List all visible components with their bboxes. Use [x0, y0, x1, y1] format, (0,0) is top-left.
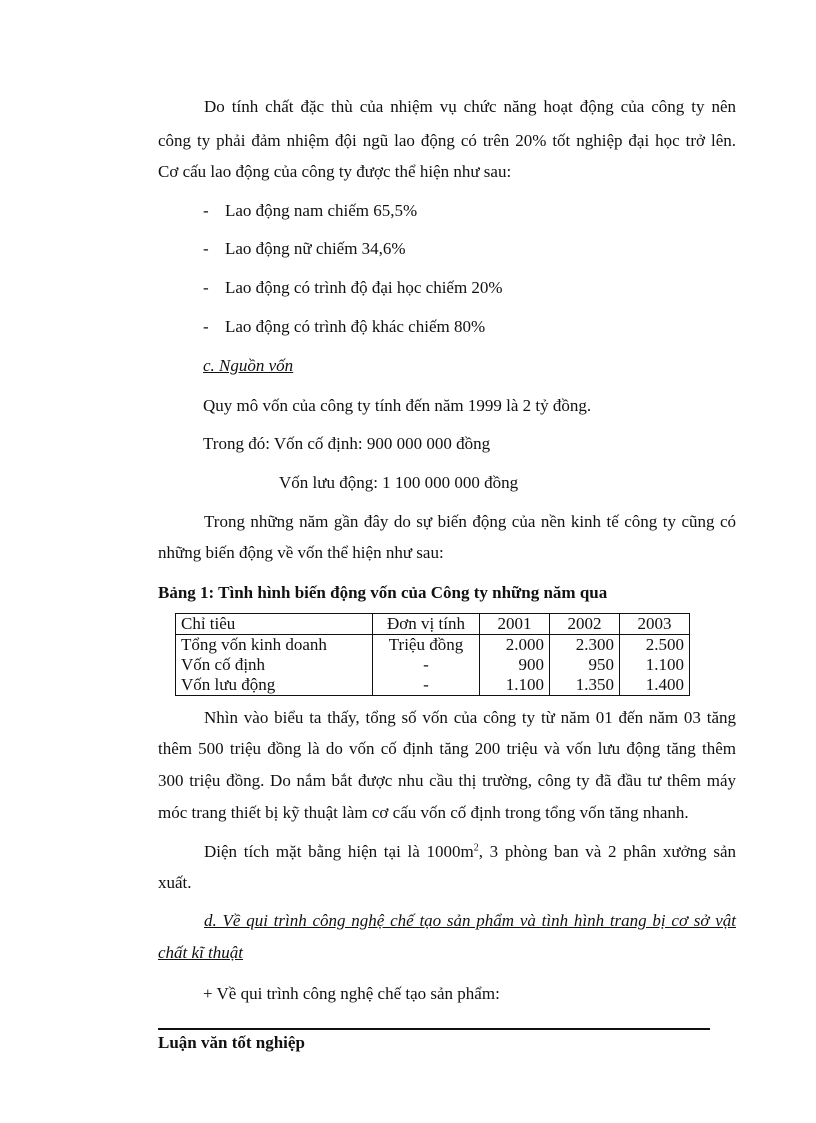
labor-item-female: - Lao động nữ chiếm 34,6% — [203, 239, 406, 258]
header-indicator: Chỉ tiêu — [176, 614, 373, 635]
row-unit: - — [373, 655, 480, 675]
intro-line-2: công ty phải đảm nhiệm đội ngũ lao động có trên 20% tốt nghiệp đại học trở lên. — [158, 131, 736, 150]
table-row — [176, 635, 690, 656]
analysis-line-1: Nhìn vào biểu ta thấy, tổng số vốn của công ty từ năm 01 đến năm 03 tăng — [204, 708, 736, 727]
row-unit: - — [373, 675, 480, 696]
header-year-2002: 2002 — [550, 614, 620, 635]
table-row — [176, 655, 690, 675]
row-unit: Triệu đồng — [373, 635, 480, 656]
row-value-2002: 950 — [550, 655, 620, 675]
row-value-2003: 2.500 — [620, 635, 690, 656]
row-value-2002: 2.300 — [550, 635, 620, 656]
analysis-line-2: thêm 500 triệu đồng là do vốn cố định tăng 200 triệu và vốn lưu động tăng thêm — [158, 739, 736, 758]
area-line-1: Diện tích mặt bằng hiện tại là $1000m^2$, 3 phòng ban và 2 phân xưởng sản — [204, 842, 736, 861]
row-value-2003: 1.400 — [620, 675, 690, 696]
fixed-capital-text: Trong đó: Vốn cố định: 900 000 000 đồng — [203, 434, 491, 453]
row-value-2002: 1.350 — [550, 675, 620, 696]
capital-scale-text: Quy mô vốn của công ty tính đến năm 1999 là 2 tỷ đồng. — [203, 396, 592, 415]
section-d-subpoint: + Về qui trình công nghệ chế tạo sản phẩm: — [203, 984, 500, 1003]
bullet-dash: - — [203, 317, 209, 336]
labor-item-male: - Lao động nam chiếm 65,5% — [203, 201, 418, 220]
section-d-heading-line-2: chất kĩ thuật — [158, 943, 243, 962]
row-value-2001: 1.100 — [480, 675, 550, 696]
header-year-2001: 2001 — [480, 614, 550, 635]
section-c-heading: c. Nguồn vốn — [203, 356, 294, 375]
header-year-2003: 2003 — [620, 614, 690, 635]
capital-para-line-1: Trong những năm gần đây do sự biến động của nền kinh tế công ty cũng có — [204, 512, 736, 531]
intro-line-1: Do tính chất đặc thù của nhiệm vụ chức năng hoạt động của công ty nên — [204, 97, 736, 116]
area-line-2: xuất. — [158, 873, 192, 892]
analysis-line-3: 300 triệu đồng. Do nắm bắt được nhu cầu thị trường, công ty đã đầu tư thêm máy — [158, 771, 736, 790]
bullet-dash: - — [203, 201, 209, 220]
footer-divider — [158, 1028, 710, 1030]
row-label: Vốn cố định — [176, 655, 373, 675]
row-label: Vốn lưu động — [176, 675, 373, 696]
row-label: Tổng vốn kinh doanh — [176, 635, 373, 656]
row-value-2001: 2.000 — [480, 635, 550, 656]
header-unit: Đơn vị tính — [373, 614, 480, 635]
working-capital-text: Vốn lưu động: 1 100 000 000 đồng — [279, 473, 519, 492]
table-row — [176, 675, 690, 696]
table-caption: Bảng 1: Tình hình biến động vốn của Công ty những năm qua — [158, 583, 608, 602]
section-d-heading-line-1: d. Về qui trình công nghệ chế tạo sản phẩm và tình hình trang bị cơ sở vật — [204, 911, 736, 930]
footer-label: Luận văn tốt nghiệp — [158, 1033, 305, 1052]
analysis-line-4: móc trang thiết bị kỹ thuật làm cơ cấu vốn cố định trong tổng vốn tăng nhanh. — [158, 803, 689, 822]
table-header-row — [176, 614, 690, 635]
labor-item-other: - Lao động có trình độ khác chiếm 80% — [203, 317, 486, 336]
labor-item-university: - Lao động có trình độ đại học chiếm 20% — [203, 278, 503, 297]
capital-para-line-2: những biến động về vốn thể hiện như sau: — [158, 543, 444, 562]
capital-table — [175, 613, 690, 696]
intro-line-3: Cơ cấu lao động của công ty được thể hiện như sau: — [158, 162, 512, 181]
bullet-dash: - — [203, 239, 209, 258]
bullet-dash: - — [203, 278, 209, 297]
row-value-2003: 1.100 — [620, 655, 690, 675]
row-value-2001: 900 — [480, 655, 550, 675]
superscript-two: 2 — [473, 842, 479, 854]
